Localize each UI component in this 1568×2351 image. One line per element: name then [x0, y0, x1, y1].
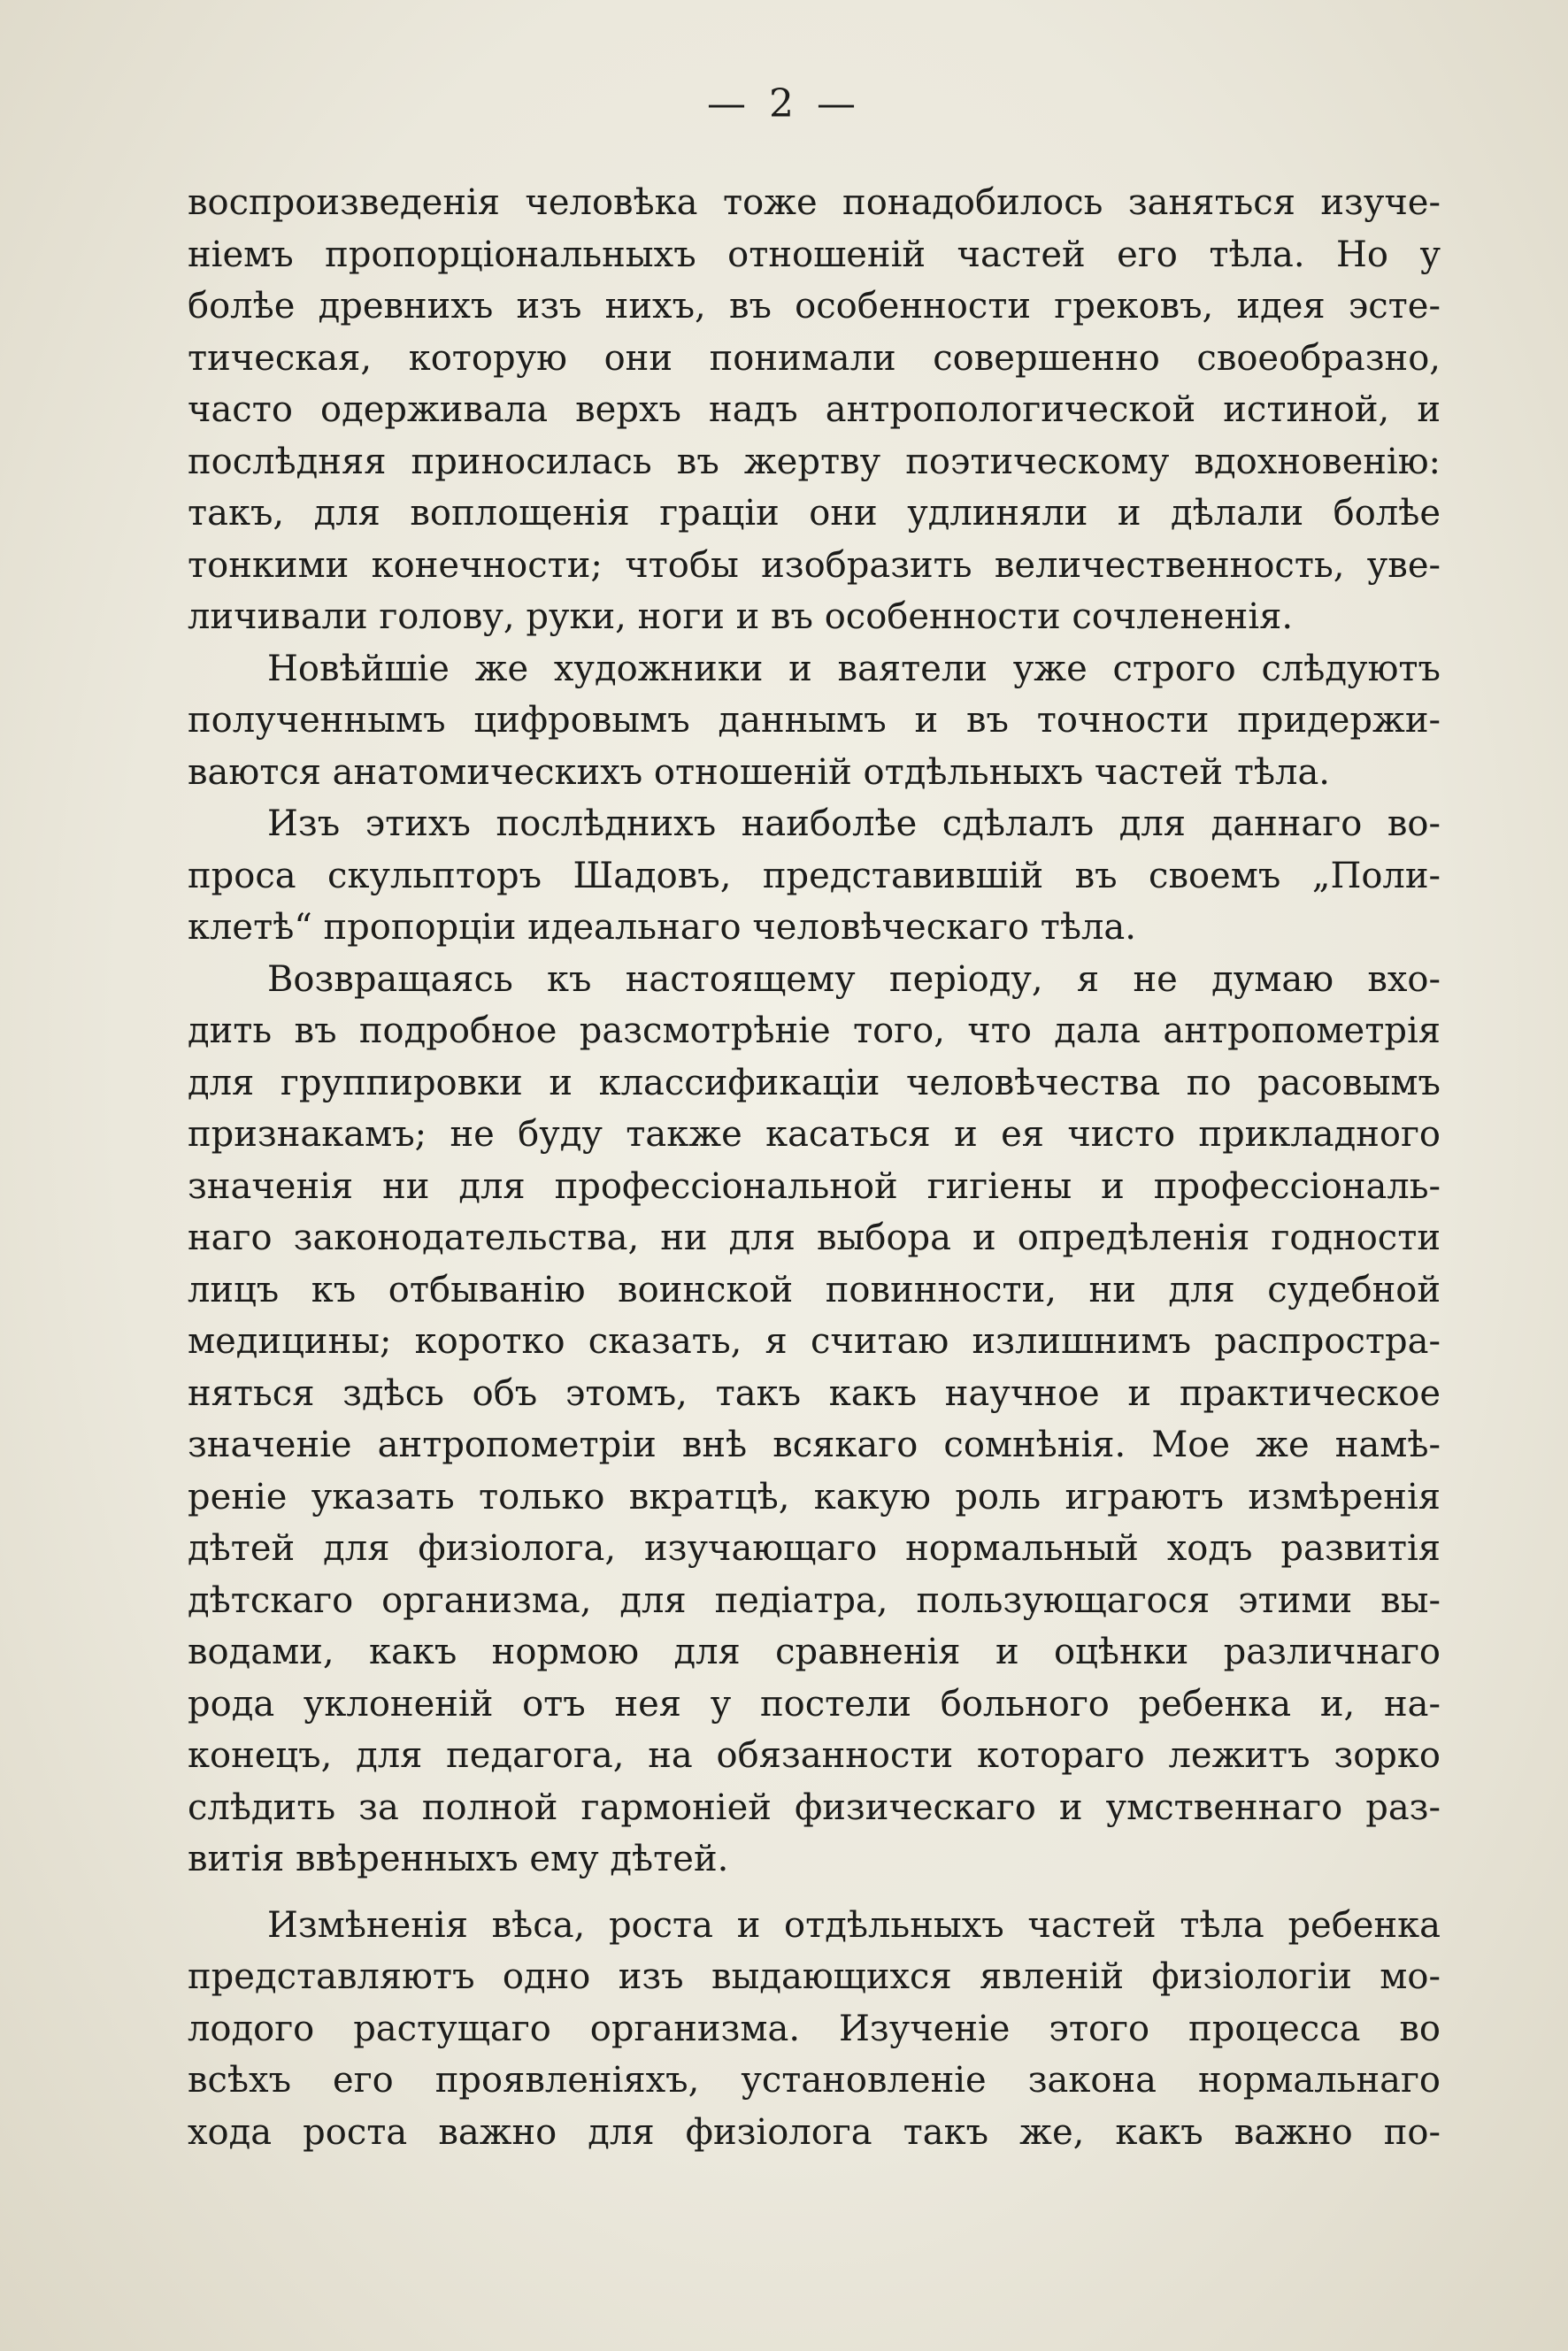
text-line: лицъ къ отбыванію воинской повинности, ни для судебной: [188, 1269, 1441, 1310]
text-line: наго законодательства, ни для выбора и опредѣленія годности: [188, 1218, 1441, 1258]
page-number: — 2 —: [707, 81, 861, 127]
text-line: болѣе древнихъ изъ нихъ, въ особенности грековъ, идея эсте-: [188, 286, 1441, 327]
text-line: признакамъ; не буду также касаться и ея чисто прикладного: [188, 1114, 1441, 1155]
text-line: реніе указать только вкратцѣ, какую роль играютъ измѣренія: [188, 1476, 1441, 1517]
text-line: воспроизведенія человѣка тоже понадобилось заняться изуче-: [188, 182, 1441, 223]
paragraph-first-line: Возвращаясь къ настоящему періоду, я не думаю вхо-: [267, 958, 1441, 1000]
text-line: рода уклоненій отъ нея у постели больного ребенка и, на-: [188, 1683, 1441, 1725]
paragraph-first-line: Изъ этихъ послѣднихъ наиболѣе сдѣлалъ для даннаго во-: [267, 803, 1441, 844]
text-line: личивали голову, руки, ноги и въ особенности сочлененія.: [188, 596, 1294, 637]
text-line: дить въ подробное разсмотрѣніе того, что дала антропометрія: [188, 1010, 1441, 1051]
body-text: [188, 177, 1441, 2158]
text-line: всѣхъ его проявленіяхъ, установленіе закона нормальнаго: [188, 2060, 1441, 2101]
text-line: няться здѣсь объ этомъ, такъ какъ научное и практическое: [188, 1372, 1441, 1414]
text-line: полученнымъ цифровымъ даннымъ и въ точности придержи-: [188, 700, 1441, 741]
text-line: клетѣ“ пропорціи идеальнаго человѣческаго тѣла.: [188, 907, 1136, 948]
text-line: тонкими конечности; чтобы изобразить величественность, уве-: [188, 544, 1441, 586]
paragraph-first-line: Измѣненія вѣса, роста и отдѣльныхъ частей тѣла ребенка: [267, 1904, 1441, 1946]
text-line: хода роста важно для физіолога такъ же, какъ важно по-: [188, 2111, 1441, 2153]
text-line: ніемъ пропорціональныхъ отношеній частей его тѣла. Но у: [188, 234, 1441, 275]
text-line: представляютъ одно изъ выдающихся явленій физіологіи мо-: [188, 1956, 1441, 1997]
text-line: дѣтскаго организма, для педіатра, пользующагося этими вы-: [188, 1579, 1441, 1621]
text-line: значенія ни для профессіональной гигіены и профессіональ-: [188, 1165, 1441, 1207]
text-line: послѣдняя приносилась въ жертву поэтическому вдохновенію:: [188, 441, 1441, 482]
text-line: витія ввѣренныхъ ему дѣтей.: [188, 1839, 729, 1879]
text-line: ваются анатомическихъ отношеній отдѣльныхъ частей тѣла.: [188, 751, 1331, 793]
text-line: водами, какъ нормою для сравненія и оцѣнки различнаго: [188, 1632, 1441, 1672]
text-line: тическая, которую они понимали совершенно своеобразно,: [188, 337, 1441, 379]
text-line: дѣтей для физіолога, изучающаго нормальный ходъ развитія: [188, 1528, 1441, 1569]
text-line: часто одерживала верхъ надъ антропологической истиной, и: [188, 389, 1441, 430]
text-line: значеніе антропометріи внѣ всякаго сомнѣнія. Мое же намѣ-: [188, 1425, 1441, 1465]
paragraph-gap: [188, 1886, 1441, 1900]
text-line: для группировки и классификаціи человѣчества по расовымъ: [188, 1062, 1441, 1103]
paragraph-first-line: Новѣйшіе же художники и ваятели уже строго слѣдуютъ: [267, 648, 1441, 689]
text-line: конецъ, для педагога, на обязанности котораго лежитъ зорко: [188, 1735, 1441, 1776]
text-line: слѣдить за полной гармоніей физическаго и умственнаго раз-: [188, 1786, 1441, 1828]
text-line: такъ, для воплощенія граціи они удлиняли и дѣлали болѣе: [188, 493, 1441, 534]
text-line: проса скульпторъ Шадовъ, представившій въ своемъ „Поли-: [188, 855, 1441, 896]
text-line: медицины; коротко сказать, я считаю излишнимъ распростра-: [188, 1321, 1441, 1362]
text-line: лодого растущаго организма. Изученіе этого процесса во: [188, 2008, 1441, 2049]
